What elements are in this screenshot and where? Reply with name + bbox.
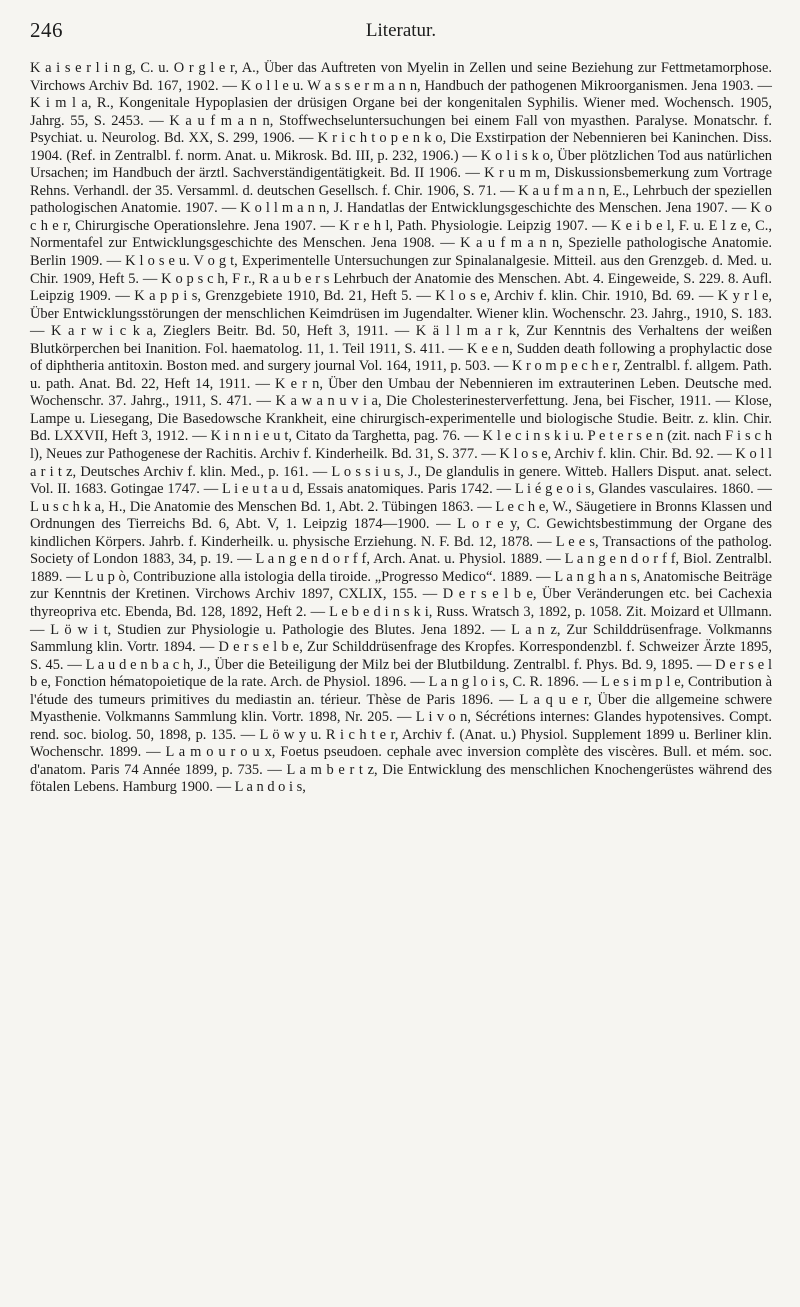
page-number: 246 [30, 18, 63, 42]
running-title: Literatur. [365, 20, 437, 41]
bibliography-text: K a i s e r l i n g, C. u. O r g l e r, A., Über das Auftreten von Myelin in Zellen und seine Beziehung zur Fettmetamorphose. Virchows Archiv Bd. 167, 1902. — K o l l e u. W a s s e r m a n n, Handbuch der pathogenen Mikroorganismen. Jena 1903. — K i m l a, R., Kongenitale Hypoplasien der drüsigen Organe bei der kongenitalen Syphilis. Wiener med. Wochensch. 1905, Jahrg. 55, S. 2453. — K a u f m a n n, Stoffwechseluntersuchungen bei einem Fall von myasthen. Paralyse. Monatschr. f. Psychiat. u. Neurolog. Bd. XX, S. 299, 1906. — K r i c h t o p e n k o, Die Exstirpation der Nebennieren bei Kaninchen. Diss. 1904. (Ref. in Zentralbl. f. norm. Anat. u. Mikrosk. Bd. III, p. 232, 1906.) — K o l i s k o, Über plötzlichen Tod aus natürlichen Ursachen; im Handbuch der ärztl. Sachverständigentätigkeit. Bd. II 1906. — K r u m m, Diskussionsbemerkung zum Vortrage Rehns. Verhandl. der 35. Versamml. d. deutschen Gesellsch. f. Chir. 1906, S. 71. — K a u f m a n n, E., Lehrbuch der speziellen pathologischen Anatomie. 1907. — K o l l m a n n, J. Handatlas der Entwicklungsgeschichte des Menschen. Jena 1907. — K o c h e r, Chirurgische Operationslehre. Jena 1907. — K r e h l, Path. Physiologie. Leipzig 1907. — K e i b e l, F. u. E l z e, C., Normentafel zur Entwicklungsgeschichte des Menschen. Jena 1908. — K a u f m a n n, Spezielle pathologische Anatomie. Berlin 1909. — K l o s e u. V o g t, Experimentelle Untersuchungen zur Spinalanalgesie. Mitteil. aus den Grenzgeb. d. Med. u. Chir. 1909, Heft 5. — K o p s c h, F r., R a u b e r s Lehrbuch der Anatomie des Menschen. Abt. 4. Eingeweide, S. 229. 8. Aufl. Leipzig 1909. — K a p p i s, Grenzgebiete 1910, Bd. 21, Heft 5. — K l o s e, Archiv f. klin. Chir. 1910, Bd. 69. — K y r l e, Über Entwicklungsstörungen der menschlichen Keimdrüsen im Jugendalter. Wiener klin. Wochenschr. 23. Jahrg., 1910, S. 183. — K a r w i c k a, Zieglers Beitr. Bd. 50, Heft 3, 1911. — K ä l l m a r k, Zur Kenntnis des Verhaltens der weißen Blutkörperchen bei Inanition. Fol. haematolog. 11, 1. Teil 1911, S. 411. — K e e n, Sudden death following a prophylactic dose of diphtheria antitoxin. Boston med. and surgery journal Vol. 164, 1911, p. 503. — K r o m p e c h e r, Zentralbl. f. allgem. Path. u. path. Anat. Bd. 22, Heft 14, 1911. — K e r n, Über den Umbau der Nebennieren im extrauterinen Leben. Deutsche med. Wochenschr. 37. Jahrg., 1911, S. 471. — K a w a n u v i a, Die Cholesterinesterverfettung. Jena, bei Fischer, 1911. — Klose, Lampe u. Liesegang, Die Basedowsche Krankheit, eine chirurgisch-experimentelle und biologische Studie. Beitr. z. klin. Chir. Bd. LXXVII, Heft 3, 1912. — K i n n i e u t, Citato da Targhetta, pag. 76. — K l e c i n s k i u. P e t e r s e n (zit. nach F i s c h l), Neues zur Pathogenese der Rachitis. Archiv f. Kinderheilk. Bd. 31, S. 377. — K l o s e, Archiv f. klin. Chir. Bd. 92. — K o l l a r i t z, Deutsches Archiv f. klin. Med., p. 161. — L o s s i u s, J., De glandulis in genere. Witteb. Hallers Disput. anat. select. Vol. II. 1683. Gotingae 1747. — L i e u t a u d, Essais anatomiques. Paris 1742. — L i é g e o i s, Glandes vasculaires. 1860. — L u s c h k a, H., Die Anatomie des Menschen Bd. 1, Abt. 2. Tübingen 1863. — L e c h e, W., Säugetiere in Bronns Klassen und Ordnungen des Tierreichs Bd. 6, Abt. V, 1. Leipzig 1874—1900. — L o r e y, C. Gewichtsbestimmung der Organe des kindlichen Körpers. Jahrb. f. Kinderheilk. u. physische Erziehung. N. F. Bd. 12, 1878. — L e e s, Transactions of the patholog. Society of London 1883, 34, p. 19. — L a n g e n d o r f f, Arch. Anat. u. Physiol. 1889. — L a n g e n d o r f f, Biol. Zentralbl. 1889. — L u p ò, Contribuzione alla istologia della tiroide. „Progresso Medico“. 1889. — L a n g h a n s, Anatomische Beiträge zur Kenntnis der Kretinen. Virchows Archiv 1897, CXLIX, 155. — D e r s e l b e, Über Veränderungen etc. bei Cachexia thyreopriva etc. Ebenda, Bd. 128, 1892, Heft 2. — L e b e d i n s k i, Russ. Wratsch 3, 1892, p. 1058. Zit. Moizard et Ullmann. — L ö w i t, Studien zur Physiologie u. Pathologie des Blutes. Jena 1892. — L a n z, Zur Schilddrüsenfrage. Volkmanns Sammlung klin. Vortr. 1894. — D e r s e l b e, Zur Schilddrüsenfrage des Kropfes. Korrespondenzbl. f. Schweizer Ärzte 1895, S. 45. — L a u d e n b a c h, J., Über die Beteiligung der Milz bei der Blutbildung. Zentralbl. f. Phys. Bd. 9, 1895. — D e r s e l b e, Fonction hématopoietique de la rate. Arch. de Physiol. 1896. — L a n g l o i s, C. R. 1896. — L e s i m p l e, Contribution à l'étude des tumeurs primitives du mediastin an. térieur. Thèse de Paris 1896. — L a q u e r, Über die allgemeine schwere Myasthenie. Volkmanns Sammlung klin. Vortr. 1898, Nr. 205. — L i v o n, Sécrétions internes: Glandes hypotensives. Compt. rend. soc. biolog. 50, 1898, p. 135. — L ö w y u. R i c h t e r, Archiv f. (Anat. u.) Physiol. Supplement 1899 u. Berliner klin. Wochenschr. 1899. — L a m o u r o u x, Foetus pseudoen. cephale avec inversion complète des viscères. Bull. et mém. soc. d'anatom. Paris 74 Année 1899, p. 735. — L a m b e r t z, Die Entwicklung des menschlichen Knochengerüstes während des fötalen Lebens. Hamburg 1900. — L a n d o i s, [30, 60, 772, 796]
page-header [30, 18, 772, 46]
